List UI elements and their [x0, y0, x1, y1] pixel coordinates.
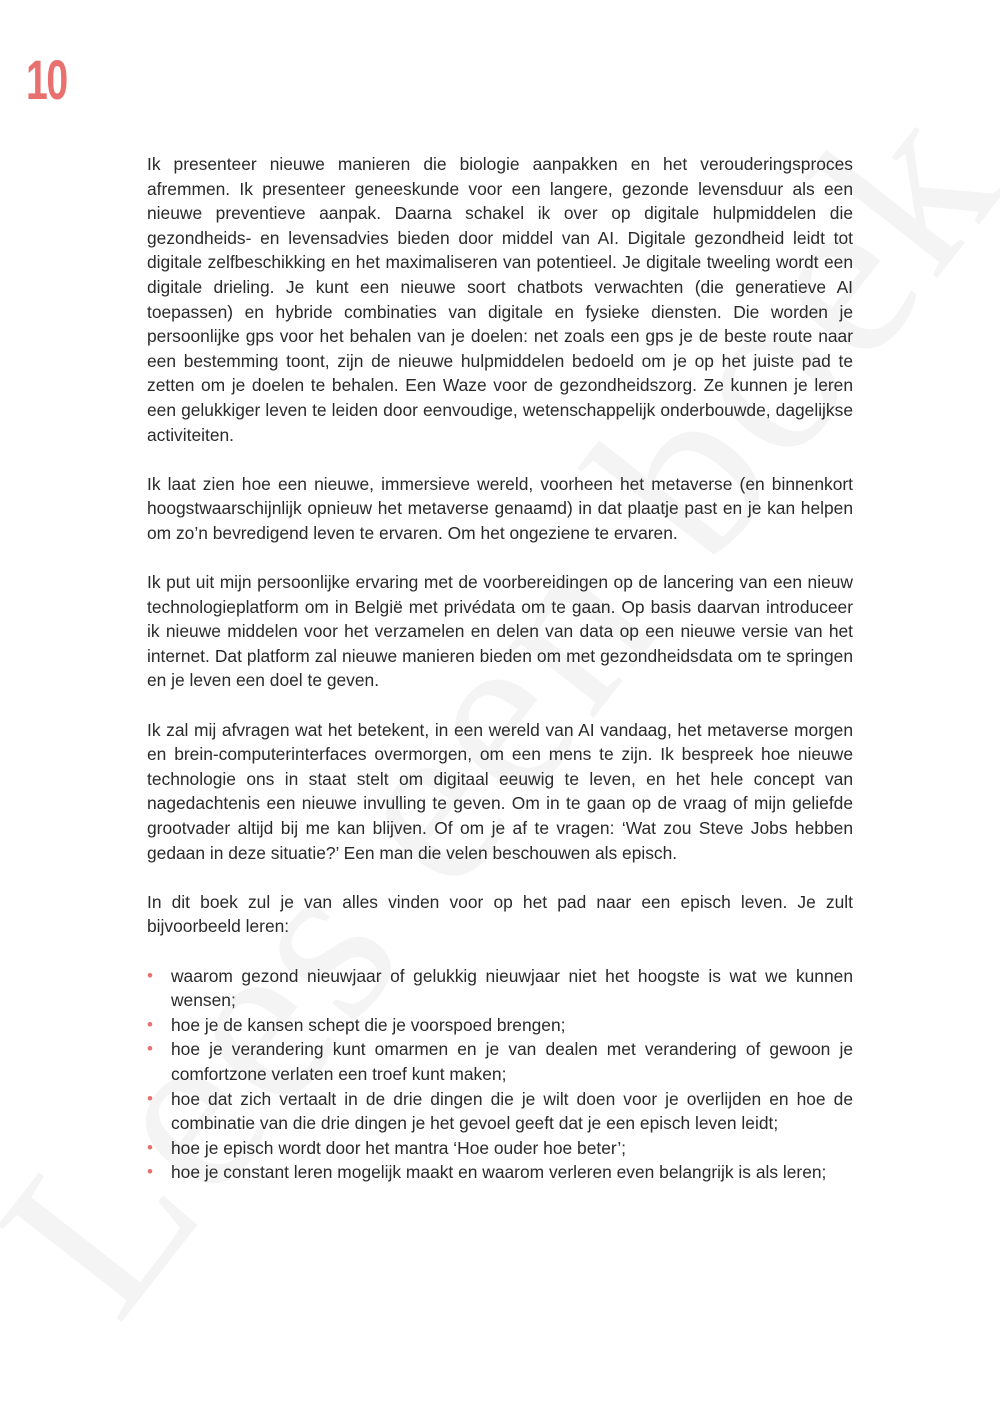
list-item-text: hoe je constant leren mogelijk maakt en waarom verleren even belangrijk is als leren; — [171, 1162, 827, 1183]
bullet-icon: • — [147, 1162, 153, 1182]
paragraph-5: In dit boek zul je van alles vinden voor op het pad naar een episch leven. Je zult bijvoorbeeld leren: — [147, 891, 853, 937]
bullet-icon: • — [147, 1014, 153, 1034]
bullet-icon: • — [147, 1039, 153, 1059]
list-item — [147, 1037, 853, 1086]
list-item-text: hoe je episch wordt door het mantra ‘Hoe ouder hoe beter’; — [171, 1137, 627, 1158]
body-text — [147, 152, 853, 1185]
bullet-list — [147, 964, 853, 1185]
list-item — [147, 1160, 853, 1185]
bullet-icon: • — [147, 1137, 153, 1157]
paragraph-1: Ik presenteer nieuwe manieren die biologie aanpakken en het verouderingsproces afremmen. Ik presenteer geneeskunde voor een langere, gezonde levensduur als een nieuwe preventieve aanpak. Daarna schakel ik over op digitale hulpmiddelen die gezondheids- en levensadvies bieden door middel van AI. Digitale gezondheid leidt tot digitale zelfbeschikking en het maximaliseren van potentieel. Je digitale tweeling wordt een digitale drieling. Je kunt een nieuwe soort chatbots verwachten (die generatieve AI toepassen) en hybride combinaties van digitale en fysieke diensten. Die worden je persoonlijke gps voor het behalen van je doelen: net zoals een gps je de beste route naar een bestemming toont, zijn de nieuwe hulpmiddelen bedoeld om je op het juiste pad te zetten om je doelen te behalen. Een Waze voor de gezondheidszorg. Ze kunnen je leren een gelukkiger leven te leiden door eenvoudige, wetenschappelijk onderbouwde, dagelijkse activiteiten. — [147, 154, 853, 445]
list-item — [147, 1136, 853, 1161]
paragraph-2: Ik laat zien hoe een nieuwe, immersieve wereld, voorheen het metaverse (en binnenkort hoogstwaarschijnlijk opnieuw het metaverse genaamd) in dat plaatje past en je kan helpen om zo’n bevredigend leven te ervaren. Om het ongeziene te ervaren. — [147, 473, 853, 543]
page-number: 10 — [26, 48, 67, 111]
list-item-text: hoe je de kansen schept die je voorspoed brengen; — [171, 1014, 566, 1035]
paragraph-4: Ik zal mij afvragen wat het betekent, in een wereld van AI vandaag, het metaverse morgen en brein-computerinterfaces overmorgen, om een mens te zijn. Ik bespreek hoe nieuwe technologie ons in staat stelt om digitaal eeuwig te leven, en het hele concept van nagedachtenis een nieuwe invulling te geven. Om in te gaan op de vraag of mijn geliefde grootvader altijd bij me kan blijven. Of om je af te vragen: ‘Wat zou Steve Jobs hebben gedaan in deze situatie?’ Een man die velen beschouwen als episch. — [147, 719, 853, 863]
list-item — [147, 1087, 853, 1136]
paragraph-3: Ik put uit mijn persoonlijke ervaring met de voorbereidingen op de lancering van een nieuw technologieplatform om in België met privédata om te gaan. Op basis daarvan introduceer ik nieuwe middelen voor het verzamelen en delen van data op een nieuwe versie van het internet. Dat platform zal nieuwe manieren bieden om met gezondheidsdata om te springen en je leven een doel te geven. — [147, 572, 853, 691]
list-item-text: hoe je verandering kunt omarmen en je van dealen met verandering of gewoon je comfortzone verlaten een troef kunt maken; — [171, 1039, 853, 1084]
list-item-text: waarom gezond nieuwjaar of gelukkig nieuwjaar niet het hoogste is wat we kunnen wensen; — [171, 965, 853, 1011]
list-item — [147, 964, 853, 1013]
bullet-icon: • — [147, 965, 153, 985]
bullet-icon: • — [147, 1088, 153, 1108]
list-item-text: hoe dat zich vertaalt in de drie dingen die je wilt doen voor je overlijden en hoe de combinatie van die drie dingen je het gevoel geeft dat je een episch leven leidt; — [171, 1088, 853, 1134]
list-item — [147, 1013, 853, 1038]
